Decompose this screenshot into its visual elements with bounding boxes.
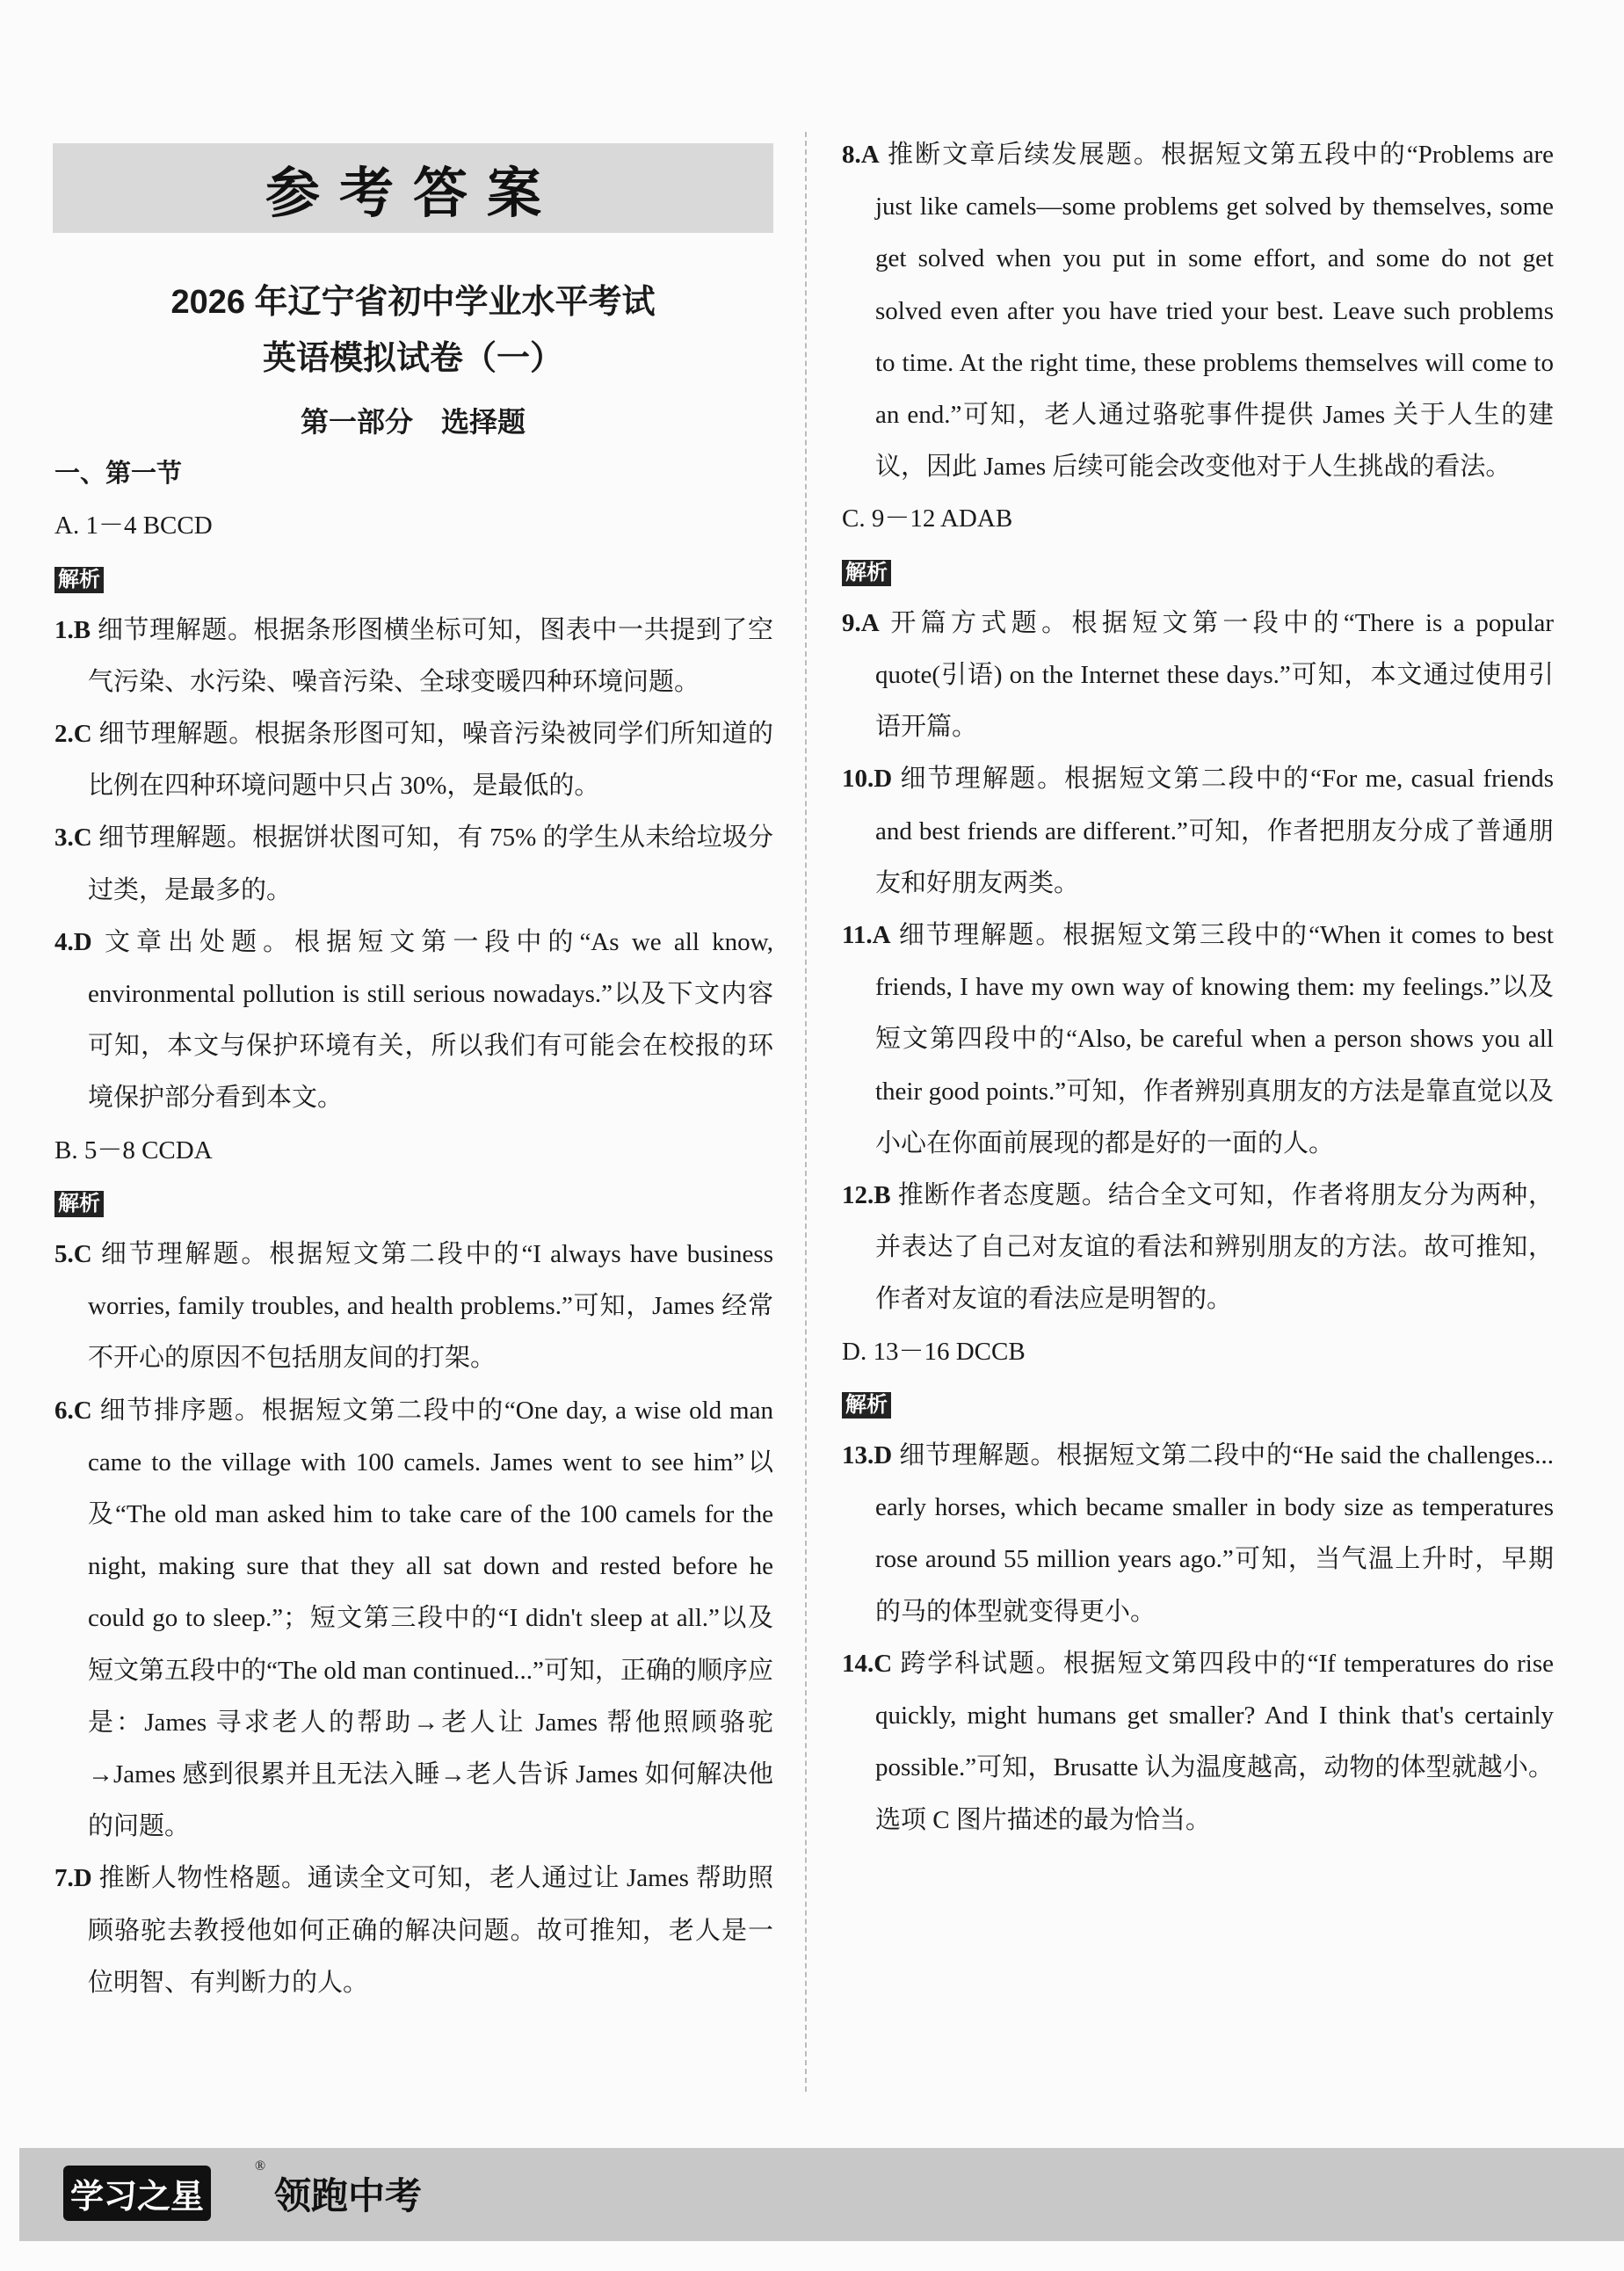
question-number: 1.B bbox=[54, 615, 91, 644]
explanation-text: 推断人物性格题。通读全文可知，老人通过让 James 帮助照顾骆驼去教授他如何正确的解决问题。故可推知，老人是一位明智、有判断力的人。 bbox=[88, 1864, 773, 1997]
footer-band bbox=[19, 2148, 1624, 2241]
answer-explanation bbox=[842, 598, 1554, 754]
explanation-text: 文章出处题。根据短文第一段中的“As we all know, environmental pollution is still serious nowadays.”以及下文内容可知，本文与保护环境有关，所以我们有可能会在校报的环境保护部分看到本文。 bbox=[88, 927, 773, 1113]
question-number: 13.D bbox=[842, 1441, 893, 1470]
answer-explanation bbox=[54, 708, 773, 812]
answer-explanation bbox=[842, 129, 1554, 493]
explanation-text: 细节理解题。根据短文第二段中的“He said the challenges... early horses, which became smaller in body size as temperatures rose around 55 million years ago.”可知，当气温上升时，早期的马的体型就变得更小。 bbox=[875, 1441, 1554, 1626]
registered-mark: ® bbox=[255, 2159, 266, 2173]
answer-explanation bbox=[842, 1430, 1554, 1638]
group-b-answers: B. 5－8 CCDA bbox=[54, 1136, 213, 1165]
explanation-text: 细节理解题。根据条形图横坐标可知，图表中一共提到了空气污染、水污染、噪音污染、全球变暖四种环境问题。 bbox=[88, 615, 773, 696]
explanation-text: 跨学科试题。根据短文第四段中的“If temperatures do rise quickly, might humans get smaller? And I think that's certainly possible.”可知，Brusatte 认为温度越高，动物的体型就越小。选项 C 图片描述的最为恰当。 bbox=[875, 1649, 1554, 1834]
question-number: 5.C bbox=[54, 1240, 92, 1269]
answer-key-banner bbox=[53, 143, 773, 233]
exam-subtitle: 英语模拟试卷（一） bbox=[262, 340, 563, 377]
explanation-text: 开篇方式题。根据短文第一段中的“There is a popular quote(引语) on the Internet these days.”可知，本文通过使用引语开篇。 bbox=[875, 608, 1554, 742]
explanation-text: 细节理解题。根据饼状图可知，有 75% 的学生从未给垃圾分过类，是最多的。 bbox=[88, 824, 773, 904]
explanation-text: 细节理解题。根据短文第二段中的“I always have business worries, family troubles, and health problems.”可知，James 经常不开心的原因不包括朋友间的打架。 bbox=[88, 1240, 773, 1373]
left-column bbox=[54, 448, 773, 2009]
explanation-text: 推断作者态度题。结合全文可知，作者将朋友分为两种，并表达了自己对友谊的看法和辨别朋友的方法。故可推知，作者对友谊的看法应是明智的。 bbox=[875, 1181, 1554, 1314]
analysis-tag: 解析 bbox=[842, 1392, 891, 1418]
part-title: 第一部分 选择题 bbox=[300, 406, 526, 438]
answer-explanation bbox=[54, 605, 773, 708]
footer-slogan: 领跑中考 bbox=[274, 2175, 423, 2217]
question-number: 9.A bbox=[842, 608, 880, 637]
question-number: 3.C bbox=[54, 824, 92, 853]
explanation-text: 细节排序题。根据短文第二段中的“One day, a wise old man came to the village with 100 camels. James went to see him”以及“The old man asked him to take care of the 100 camels for the night, making sure that they all sat down and rested before he could go to sleep.”；短文第三段中的“I didn't sleep at all.”以及短文第五段中的“The old man continued...”可知，正确的顺序应是：James 寻求老人的帮助→老人让 James 帮他照顾骆驼→James 感到很累并且无法入睡→老人告诉 James 如何解决他的问题。 bbox=[88, 1396, 773, 1841]
question-number: 11.A bbox=[842, 921, 891, 950]
group-d-answers: D. 13－16 DCCB bbox=[842, 1337, 1026, 1366]
group-c-answers: C. 9－12 ADAB bbox=[842, 504, 1013, 533]
answer-explanation bbox=[842, 753, 1554, 910]
question-number: 12.B bbox=[842, 1181, 891, 1210]
brand-logo: 学习之星 bbox=[63, 2166, 211, 2221]
page-title: 参考答案 bbox=[265, 163, 561, 224]
question-number: 6.C bbox=[54, 1396, 92, 1425]
column-divider bbox=[805, 132, 807, 2092]
answer-explanation bbox=[54, 1853, 773, 2009]
answer-explanation bbox=[842, 910, 1554, 1170]
analysis-tag: 解析 bbox=[54, 1191, 104, 1217]
explanation-text: 细节理解题。根据短文第三段中的“When it comes to best friends, I have my own way of knowing them: my feelings.”以及短文第四段中的“Also, be careful when a person shows you all their good points.”可知，作者辨别真朋友的方法是靠直觉以及小心在你面前展现的都是好的一面的人。 bbox=[875, 921, 1554, 1157]
analysis-tag: 解析 bbox=[842, 560, 891, 586]
question-number: 10.D bbox=[842, 765, 893, 794]
answer-explanation bbox=[54, 1229, 773, 1385]
group-a-answers: A. 1－4 BCCD bbox=[54, 512, 213, 541]
answer-explanation bbox=[842, 1638, 1554, 1847]
answer-explanation bbox=[842, 1170, 1554, 1326]
section-heading: 一、第一节 bbox=[54, 460, 183, 488]
exam-title: 2026 年辽宁省初中学业水平考试 bbox=[170, 284, 656, 321]
question-number: 8.A bbox=[842, 141, 880, 169]
explanation-text: 细节理解题。根据短文第二段中的“For me, casual friends and best friends are different.”可知，作者把朋友分成了普通朋友和好朋友两类。 bbox=[875, 765, 1554, 897]
question-number: 2.C bbox=[54, 720, 92, 749]
answer-explanation bbox=[54, 1385, 773, 1854]
explanation-text: 推断文章后续发展题。根据短文第五段中的“Problems are just like camels—some problems get solved by themselves, some get solved when you put in some effort, and some do not get solved even after you have tried your best. Leave such problems to time. At the right time, these problems themselves will come to an end.”可知，老人通过骆驼事件提供 James 关于人生的建议，因此 James 后续可能会改变他对于人生挑战的看法。 bbox=[875, 141, 1554, 482]
answer-explanation bbox=[54, 917, 773, 1125]
answer-explanation bbox=[54, 812, 773, 916]
right-column bbox=[842, 129, 1554, 1847]
analysis-tag: 解析 bbox=[54, 567, 104, 593]
question-number: 14.C bbox=[842, 1649, 893, 1678]
question-number: 7.D bbox=[54, 1864, 92, 1893]
explanation-text: 细节理解题。根据条形图可知，噪音污染被同学们所知道的比例在四种环境问题中只占 30%，是最低的。 bbox=[88, 720, 773, 801]
question-number: 4.D bbox=[54, 927, 92, 956]
